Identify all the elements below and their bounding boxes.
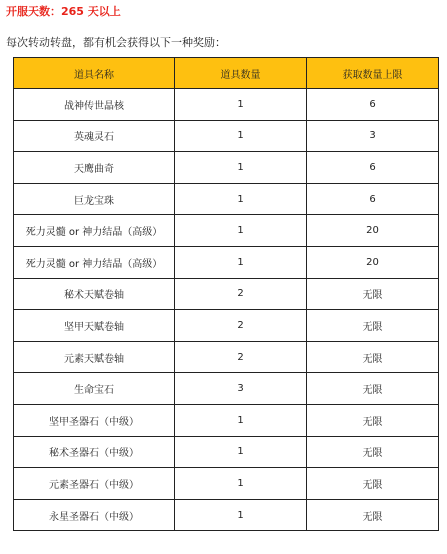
item-name-cell: 秘术圣器石（中级） — [14, 436, 175, 468]
obtain-limit-cell: 无限 — [307, 468, 439, 500]
item-name-cell: 元素天赋卷轴 — [14, 341, 175, 373]
table-row — [14, 215, 439, 247]
item-quantity-cell: 3 — [175, 373, 307, 405]
item-quantity-cell: 1 — [175, 152, 307, 184]
obtain-limit-cell: 无限 — [307, 404, 439, 436]
item-name-cell: 坚甲天赋卷轴 — [14, 310, 175, 342]
item-name-cell: 死力灵髓 or 神力结晶（高级） — [14, 246, 175, 278]
item-quantity-cell: 1 — [175, 89, 307, 121]
header-item-quantity: 道具数量 — [175, 58, 307, 89]
obtain-limit-cell: 无限 — [307, 341, 439, 373]
table-row — [14, 310, 439, 342]
item-name-cell: 秘术天赋卷轴 — [14, 278, 175, 310]
table-row — [14, 341, 439, 373]
table-header-row — [14, 58, 439, 89]
obtain-limit-cell: 无限 — [307, 310, 439, 342]
obtain-limit-cell: 3 — [307, 120, 439, 152]
item-quantity-cell: 1 — [175, 215, 307, 247]
item-quantity-cell: 1 — [175, 120, 307, 152]
item-name-cell: 巨龙宝珠 — [14, 183, 175, 215]
header-item-name: 道具名称 — [14, 58, 175, 89]
item-quantity-cell: 2 — [175, 310, 307, 342]
item-name-cell: 元素圣器石（中级） — [14, 468, 175, 500]
obtain-limit-cell: 6 — [307, 183, 439, 215]
item-name-cell: 英魂灵石 — [14, 120, 175, 152]
item-name-cell: 坚甲圣器石（中级） — [14, 404, 175, 436]
obtain-limit-cell: 无限 — [307, 278, 439, 310]
obtain-limit-cell: 无限 — [307, 436, 439, 468]
server-days-headline: 开服天数：265 天以上 — [6, 5, 121, 18]
item-name-cell: 生命宝石 — [14, 373, 175, 405]
table-row — [14, 246, 439, 278]
item-quantity-cell: 1 — [175, 468, 307, 500]
item-quantity-cell: 2 — [175, 341, 307, 373]
table-row — [14, 278, 439, 310]
table-row — [14, 89, 439, 121]
header-obtain-limit: 获取数量上限 — [307, 58, 439, 89]
item-name-cell: 战神传世晶核 — [14, 89, 175, 121]
item-quantity-cell: 2 — [175, 278, 307, 310]
table-row — [14, 436, 439, 468]
obtain-limit-cell: 20 — [307, 246, 439, 278]
item-quantity-cell: 1 — [175, 404, 307, 436]
item-name-cell: 永星圣器石（中级） — [14, 499, 175, 531]
obtain-limit-cell: 6 — [307, 89, 439, 121]
item-quantity-cell: 1 — [175, 499, 307, 531]
table-row — [14, 183, 439, 215]
item-name-cell: 死力灵髓 or 神力结晶（高级） — [14, 215, 175, 247]
table-row — [14, 404, 439, 436]
table-row — [14, 468, 439, 500]
table-row — [14, 152, 439, 184]
table-row — [14, 373, 439, 405]
obtain-limit-cell: 无限 — [307, 373, 439, 405]
item-quantity-cell: 1 — [175, 436, 307, 468]
obtain-limit-cell: 6 — [307, 152, 439, 184]
item-quantity-cell: 1 — [175, 183, 307, 215]
item-quantity-cell: 1 — [175, 246, 307, 278]
reward-table — [13, 57, 439, 531]
table-row — [14, 499, 439, 531]
item-name-cell: 天鹰曲奇 — [14, 152, 175, 184]
obtain-limit-cell: 20 — [307, 215, 439, 247]
reward-intro-text: 每次转动转盘，都有机会获得以下一种奖励： — [6, 36, 226, 49]
table-row — [14, 120, 439, 152]
obtain-limit-cell: 无限 — [307, 499, 439, 531]
